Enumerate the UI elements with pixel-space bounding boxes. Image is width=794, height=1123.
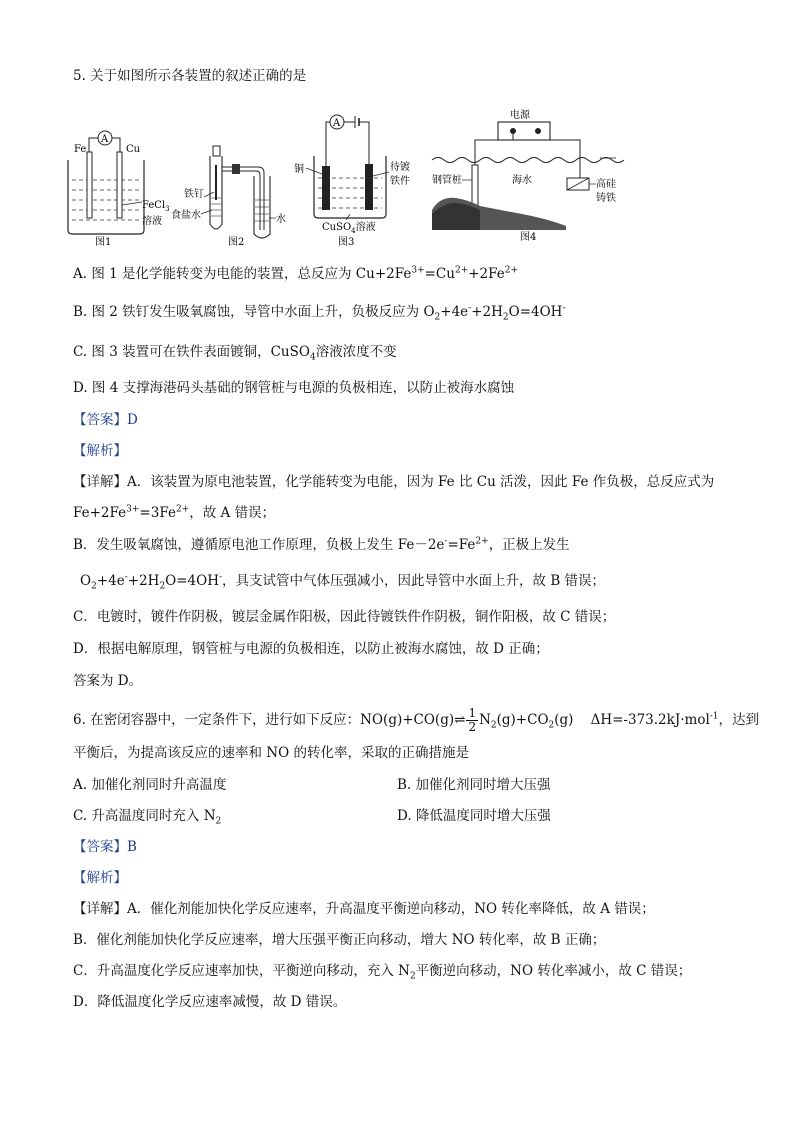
q6-stem-line1: 6. 在密闭容器中，一定条件下，进行如下反应：NO(g)+CO(g)⇌ $\frac{1}{2}$ $N_2(g)+CO_2(g)$ ΔH=-373.2kJ·mol$^{-1}$，达到	[73, 706, 760, 734]
fig2-salt-label: 食盐水	[171, 210, 201, 221]
q5-detail-d: D．根据电解原理，钢管桩与电源的负极相连，以防止被海水腐蚀，故 D 正确；	[73, 641, 549, 657]
fig4-pile-label: 钢管桩	[432, 175, 462, 186]
q6-detail-c: C．升高温度化学反应速率加快，平衡逆向移动，充入 $N_2$平衡逆向移动，NO 转化率减小，故 C 错误；	[73, 963, 692, 982]
fig3-meter-label: A	[333, 118, 341, 129]
fig1-meter-label: A	[101, 134, 109, 145]
fig3-cu-label: 铜	[294, 164, 304, 175]
q6-stem-line2: 平衡后，为提高该反应的速率和 NO 的转化率，采取的正确措施是	[73, 745, 469, 761]
figure-2	[171, 146, 286, 248]
fig4-ferrosilicon-label-2: 铸铁	[596, 193, 616, 204]
fig3-caption: 图3	[338, 237, 355, 248]
q6-fraction: $\frac{1}{2}$	[468, 706, 477, 734]
q5-option-c: C. 图 3 装置可在铁件表面镀铜，CuSO$_4$溶液浓度不变	[73, 344, 397, 363]
fig3-target-label-1: 待镀	[390, 162, 410, 173]
figure-1	[68, 131, 170, 248]
fig1-cu-label: Cu	[126, 144, 141, 155]
q5-option-a: A. 图 1 是化学能转变为电能的装置，总反应为 $Cu+2Fe^{3+}=Cu^{2+}+2Fe^{2+}$	[73, 265, 519, 282]
fig4-sea-label: 海水	[512, 175, 532, 186]
q5-option-d: D. 图 4 支撑海港码头基础的钢管桩与电源的负极相连，以防止被海水腐蚀	[73, 380, 515, 396]
q5-detail-b-line2: $O_2+4e^-+2H_2O=4OH^-$，具支试管中气体压强减小，因此导管中水面上升，故 B 错误；	[80, 572, 606, 592]
svg-text:FeCl3	[142, 200, 170, 213]
q5-option-b: B. 图 2 铁钉发生吸氧腐蚀，导管中水面上升，负极反应为 $O_2+4e^-+2H_2O=4OH^-$	[73, 303, 566, 323]
fig4-power-label: 电源	[510, 110, 530, 121]
q6-option-b: B. 加催化剂同时增大压强	[397, 777, 551, 793]
fig2-water-label: 水	[276, 214, 286, 225]
figure-3	[294, 115, 410, 248]
q6-answer: 【答案】B	[73, 839, 137, 855]
q5-detail-c: C．电镀时，镀件作阴极，镀层金属作阳极，因此待镀铁件作阴极，铜作阳极，故 C 错误；	[73, 609, 616, 625]
fig3-target-label-2: 铁件	[390, 176, 410, 187]
q5-detail-b-line1: B．发生吸氧腐蚀，遵循原电池工作原理，负极上发生 $Fe-2e^-=Fe^{2+}$，正极上发生	[73, 536, 570, 553]
fig3-solution-label-2: 溶液	[355, 222, 376, 233]
fig2-caption: 图2	[228, 237, 245, 248]
fig4-caption: 图4	[520, 232, 537, 243]
q6-option-d: D. 降低温度同时增大压强	[397, 808, 551, 824]
q5-detail-a-line2: $Fe+2Fe^{3+}=3Fe^{2+}$，故 A 错误；	[73, 504, 276, 521]
fig1-solution-sub: 3	[165, 205, 170, 213]
q5-analysis-heading: 【解析】	[73, 443, 127, 459]
fig1-solution-label-2: 溶液	[142, 216, 162, 227]
q5-detail-a-line1: 【详解】A．该装置为原电池装置，化学能转变为电能，因为 Fe 比 Cu 活泼，因此 Fe 作负极，总反应式为	[73, 474, 715, 490]
q5-figures	[0, 100, 794, 250]
fig2-nail-label: 铁钉	[184, 189, 204, 200]
svg-text:CuSO4溶液	[322, 220, 376, 235]
figure-4	[432, 108, 624, 243]
q6-analysis-heading: 【解析】	[73, 870, 127, 886]
q5-answer: 【答案】D	[73, 412, 138, 428]
fig3-solution-label: CuSO	[322, 222, 352, 233]
fig1-fe-label: Fe	[74, 144, 87, 155]
fig1-caption: 图1	[95, 237, 112, 248]
q6-detail-b: B．催化剂能加快化学反应速率，增大压强平衡正向移动，增大 NO 转化率，故 B 正确；	[73, 932, 606, 948]
q5-stem: 5. 关于如图所示各装置的叙述正确的是	[73, 68, 307, 84]
q6-detail-a: 【详解】A．催化剂能加快化学反应速率，升高温度平衡逆向移动，NO 转化率降低，故 A 错误；	[73, 901, 655, 917]
q5-conclusion: 答案为 D。	[73, 673, 143, 689]
q6-option-c: C. 升高温度同时充入 $N_2$	[73, 808, 222, 827]
fig1-solution-label: FeCl	[142, 200, 166, 211]
q6-detail-d: D．降低温度化学反应速率减慢，故 D 错误。	[73, 994, 347, 1010]
q6-option-a: A. 加催化剂同时升高温度	[73, 777, 227, 793]
fig4-ferrosilicon-label-1: 高硅	[596, 179, 616, 190]
fig3-solution-sub: 4	[351, 227, 356, 235]
